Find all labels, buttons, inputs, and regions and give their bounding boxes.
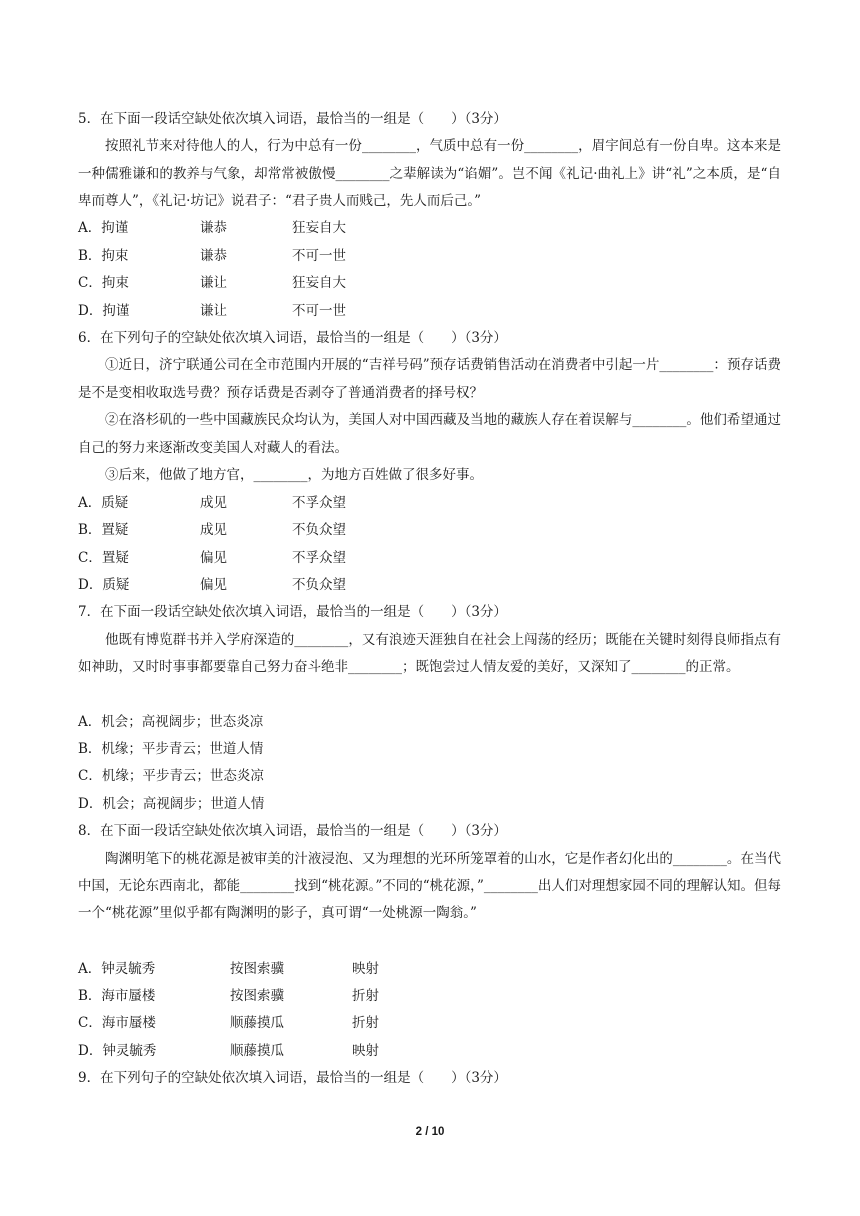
option-word-3: 折射: [352, 988, 379, 1005]
option-word-1: D．钟灵毓秀: [78, 1042, 157, 1059]
page-number: 2 / 10: [415, 1126, 445, 1138]
question-8-option-a: [78, 956, 781, 983]
question-6-option-c: [78, 545, 781, 572]
option-word-2: 偏见: [200, 549, 227, 566]
question-8-passage: 陶渊明笔下的桃花源是被审美的汁液浸泡、又为理想的光环所笼罩着的山水，它是作者幻化出的________。在当代中国，无论东西南北，都能________找到“桃花源。”不同的“桃花源，”________出人们对理想家园不同的理解认知。但每一个“桃花源”里似乎都有陶渊明的影子，真可谓“一处桃源一陶翁。”: [78, 850, 781, 922]
option-word-1: A．钟灵毓秀: [78, 960, 156, 977]
option-word-2: 偏见: [200, 576, 227, 593]
option-word-1: C．拘束: [78, 275, 129, 292]
question-6-sentence-1: ①近日，济宁联通公司在全市范围内开展的“吉祥号码”预存话费销售活动在消费者中引起一片________：预存话费是不是变相收取选号费？预存话费是否剥夺了普通消费者的择号权？: [78, 357, 781, 401]
option-word-1: B．置疑: [78, 522, 129, 539]
question-5-stem: 5．在下面一段话空缺处依次填入词语，最恰当的一组是（ ）（3分）: [78, 111, 507, 127]
option-word-1: B．拘束: [78, 247, 129, 264]
question-8-option-d: [78, 1038, 781, 1065]
option-word-3: 折射: [352, 1015, 379, 1032]
option-word-2: 顺藤摸瓜: [230, 1015, 284, 1032]
option-word-3: 不负众望: [292, 576, 346, 593]
question-6-option-b: [78, 517, 781, 544]
question-8-option-c: [78, 1010, 781, 1037]
option-word-3: 不负众望: [292, 522, 346, 539]
option-word-1: C．海市蜃楼: [78, 1015, 156, 1032]
question-6-sentence-3: ③后来，他做了地方官，________，为地方百姓做了很多好事。: [105, 467, 483, 484]
option-word-3: 狂妄自大: [292, 220, 346, 237]
option-word-3: 映射: [352, 960, 379, 977]
question-7-passage: 他既有博览群书并入学府深造的________，又有浪迹天涯独自在社会上闯荡的经历；既能在关键时刻得良师指点有如神助，又时时事事都要靠自己努力奋斗绝非________；既饱尝过人情友爱的美好，又深知了________的正常。: [78, 631, 781, 676]
option-word-3: 不孚众望: [292, 494, 346, 511]
question-7-option-c: C．机缘；平步青云；世态炎凉: [78, 768, 264, 785]
question-8-option-b: [78, 983, 781, 1010]
question-5-option-a: [78, 215, 781, 242]
question-7-option-d: D．机会；高视阔步；世道人情: [78, 795, 265, 812]
option-word-2: 成见: [200, 522, 227, 539]
option-word-2: 谦让: [200, 275, 227, 292]
option-word-1: D．质疑: [78, 576, 130, 593]
option-word-1: A．质疑: [78, 494, 129, 511]
option-word-3: 不孚众望: [292, 549, 346, 566]
option-word-2: 按图索骥: [230, 988, 284, 1005]
question-7-option-b: B．机缘；平步青云；世道人情: [78, 741, 264, 758]
option-word-1: A．拘谨: [78, 220, 129, 237]
option-word-2: 谦恭: [200, 247, 227, 264]
option-word-3: 不可一世: [292, 247, 346, 264]
option-word-2: 谦让: [200, 302, 227, 319]
question-6-option-d: [78, 572, 781, 599]
question-5-passage: 按照礼节来对待他人的人，行为中总有一份________，气质中总有一份________，眉宇间总有一份自卑。这本来是一种儒雅谦和的教养与气象，却常常被傲慢________之辈解读为“谄媚”。岂不闻《礼记·曲礼上》讲“礼”之本质，是“自卑而尊人”，《礼记·坊记》说君子：“君子贵人而贱己，先人而后己。”: [78, 138, 781, 210]
question-7-stem: 7．在下面一段话空缺处依次填入词语，最恰当的一组是（ ）（3分）: [78, 604, 507, 621]
question-6-option-a: [78, 490, 781, 517]
question-7-option-a: A．机会；高视阔步；世态炎凉: [78, 713, 264, 730]
page-content: [78, 106, 781, 1093]
option-word-1: D．拘谨: [78, 302, 130, 319]
question-5-option-b: [78, 243, 781, 270]
option-word-1: B．海市蜃楼: [78, 988, 156, 1005]
question-8-stem: 8．在下面一段话空缺处依次填入词语，最恰当的一组是（ ）（3分）: [78, 823, 507, 840]
question-5-option-d: [78, 298, 781, 325]
option-word-3: 映射: [352, 1042, 379, 1059]
question-6-sentence-2: ②在洛杉矶的一些中国藏族民众均认为，美国人对中国西藏及当地的藏族人存在着误解与________。他们希望通过自己的努力来逐渐改变美国人对藏人的看法。: [78, 412, 781, 456]
option-word-1: C．置疑: [78, 549, 129, 566]
question-6-stem: 6．在下列句子的空缺处依次填入词语，最恰当的一组是（ ）（3分）: [78, 329, 507, 346]
question-9-stem: 9．在下列句子的空缺处依次填入词语，最恰当的一组是（ ）（3分）: [78, 1070, 507, 1087]
option-word-3: 狂妄自大: [292, 275, 346, 292]
option-word-2: 成见: [200, 494, 227, 511]
option-word-3: 不可一世: [292, 302, 346, 319]
option-word-2: 谦恭: [200, 220, 227, 237]
question-5-option-c: [78, 270, 781, 297]
option-word-2: 按图索骥: [230, 960, 284, 977]
option-word-2: 顺藤摸瓜: [230, 1042, 284, 1059]
